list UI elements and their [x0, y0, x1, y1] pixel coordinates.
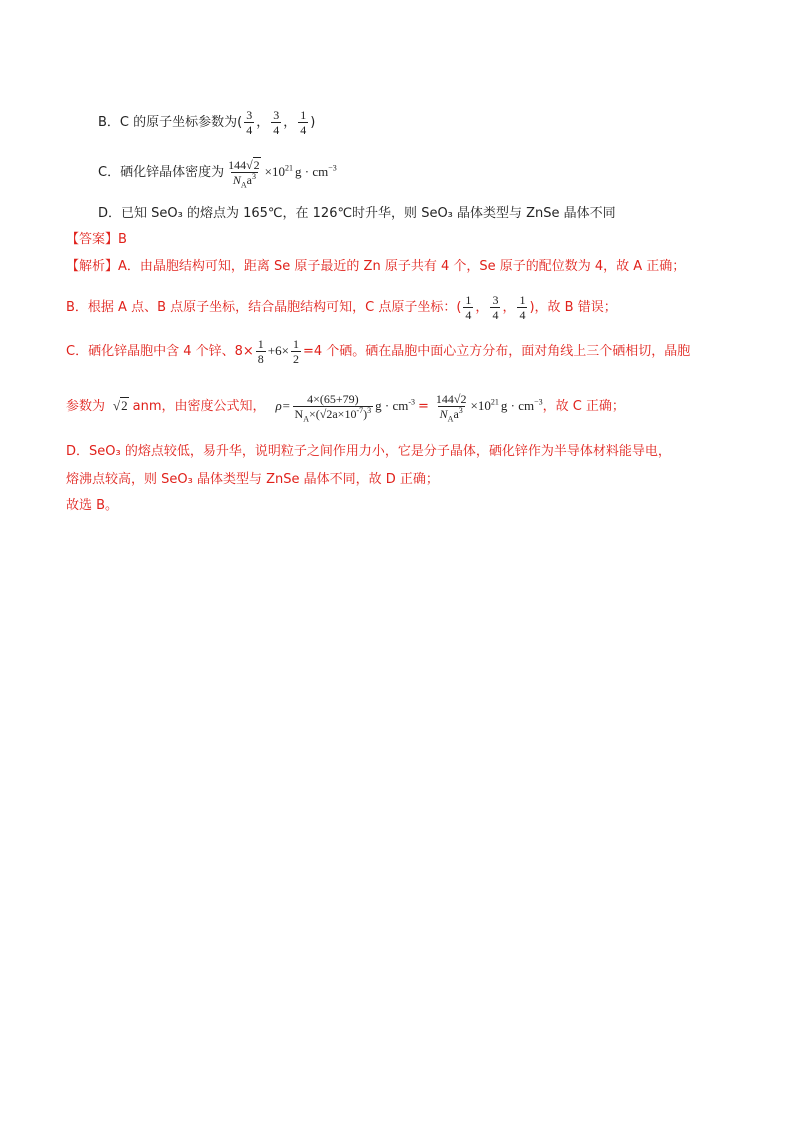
- analysis-line-5: D．SeO₃ 的熔点较低，易升华，说明粒子之间作用力小，它是分子晶体，硒化锌作为半导体材料能导电，: [66, 444, 671, 459]
- analysis-line-2: B．根据 A 点、B 点原子坐标，结合晶胞结构可知，C 点原子坐标：( $\frac{1}{4}$ ， $\frac{3}{4}$ ， $\frac{1}{4}$ )，故 B 错误；: [66, 293, 617, 322]
- fraction: $\frac{3}{4}$: [273, 108, 280, 137]
- density-result-fraction: $\frac{144√2}{N_Aa^3}$: [435, 392, 467, 424]
- answer: 【答案】B: [66, 232, 127, 247]
- analysis-line-7: 故选 B。: [66, 498, 119, 513]
- analysis-line-6: 熔沸点较高，则 SeO₃ 晶体类型与 ZnSe 晶体不同，故 D 正确；: [66, 472, 439, 487]
- sqrt: √2: [113, 398, 128, 413]
- density-formula-fraction: $\frac{4\times(65+79)}{N_A\times(√2a\times 10^{-7})^3}$: [294, 392, 372, 424]
- option-c: C．硒化锌晶体密度为 $\frac{144√2}{N_Aa^3}$ $\times 10^{21}$ $g \cdot cm^{-3}$: [98, 158, 337, 190]
- analysis-line-1: 【解析】A．由晶胞结构可知，距离 Se 原子最近的 Zn 原子共有 4 个，Se 原子的配位数为 4，故 A 正确；: [66, 259, 686, 274]
- option-c-text: C．硒化锌晶体密度为: [98, 165, 225, 180]
- density-fraction: $\frac{144√2}{N_Aa^3}$: [228, 158, 260, 190]
- fraction: $\frac{1}{4}$: [519, 293, 526, 322]
- fraction: $\frac{1}{4}$: [300, 108, 307, 137]
- fraction: $\frac{1}{8}$: [257, 337, 264, 366]
- fraction: $\frac{3}{4}$: [492, 293, 499, 322]
- option-b: B．C 的原子坐标参数为( $\frac{3}{4}$ ， $\frac{3}{4}$ ， $\frac{1}{4}$ ): [98, 108, 316, 137]
- fraction: $\frac{1}{4}$: [465, 293, 472, 322]
- option-d: D．已知 SeO₃ 的熔点为 165℃，在 126℃时升华，则 SeO₃ 晶体类型与 ZnSe 晶体不同: [98, 206, 616, 221]
- analysis-line-3: C．硒化锌晶胞中含 4 个锌、8× $\frac{1}{8}$ +6× $\frac{1}{2}$ =4 个硒。硒在晶胞中面心立方分布，面对角线上三个硒相切，晶胞: [66, 337, 691, 366]
- fraction: $\frac{3}{4}$: [246, 108, 253, 137]
- option-b-text: B．C 的原子坐标参数为(: [98, 115, 243, 130]
- fraction: $\frac{1}{2}$: [292, 337, 299, 366]
- analysis-line-4: 参数为 √2 anm，由密度公式知， ρ= $\frac{4\times(65+79)}{N_A\times(√2a\times 10^{-7})^3}$ $g \cdot cm^{-3}$ = $\frac{144√2}{N_Aa^3}$ $\times 10^{21}$ $g \cdot cm^{-3}$，故 C 正确；: [66, 392, 625, 424]
